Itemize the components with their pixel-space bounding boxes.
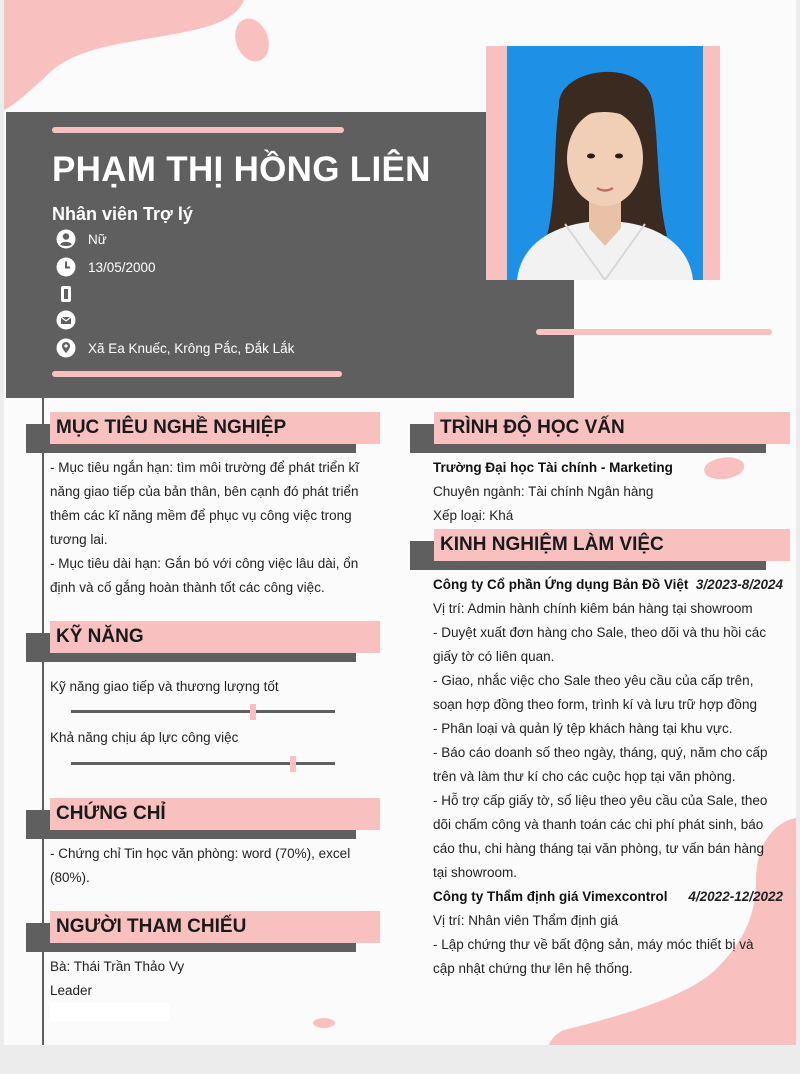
text-line: - Phân loại và quản lý tệp khách hàng tại khu vực. xyxy=(433,721,733,736)
address-text: Xã Ea Knuếc, Krông Pắc, Đắk Lắk xyxy=(88,340,295,356)
job-date: 4/2022-12/2022 xyxy=(688,889,783,904)
section-title-box xyxy=(434,529,790,561)
company-name: Công ty Thẩm định giá Vimexcontrol xyxy=(433,889,668,904)
job-date: 3/2023-8/2024 xyxy=(695,577,783,592)
page-bottom-gap xyxy=(0,1045,800,1074)
text-line: - Mục tiêu ngắn hạn: tìm môi trường để phát triển kĩ xyxy=(50,460,360,475)
rank-text: Xếp loại: Khá xyxy=(433,508,514,523)
section-title: TRÌNH ĐỘ HỌC VẤN xyxy=(440,417,625,438)
info-gender xyxy=(56,228,107,250)
references-text xyxy=(50,955,380,1003)
section-title: CHỨNG CHỈ xyxy=(56,803,166,824)
text-line: dõi chấm công và thanh toán các chi phí phát sinh, báo xyxy=(433,817,764,832)
section-title-box xyxy=(50,621,380,653)
skill-level-track xyxy=(71,710,335,713)
school-name: Trường Đại học Tài chính - Marketing xyxy=(433,460,673,475)
text-line: Vị trí: Nhân viên Thẩm định giá xyxy=(433,913,619,928)
redacted-contact xyxy=(50,1003,170,1021)
info-email xyxy=(56,309,88,331)
candidate-name: PHẠM THỊ HỒNG LIÊN xyxy=(52,150,431,189)
info-dob xyxy=(56,256,156,278)
section-title-box xyxy=(434,412,790,444)
skill-level-marker xyxy=(250,704,256,720)
text-line: định và cố gắng hoàn thành tốt các công việc. xyxy=(50,580,325,595)
section-title: KINH NGHIỆM LÀM VIỆC xyxy=(440,534,664,555)
dob-text: 13/05/2000 xyxy=(88,259,156,275)
clock-icon xyxy=(56,257,76,277)
section-title: KỸ NĂNG xyxy=(56,626,144,647)
header-top-bar xyxy=(52,127,344,133)
blob-dot-top xyxy=(229,14,274,66)
text-line: - Lập chứng thư về bất động sản, máy móc thiết bị và xyxy=(433,937,754,952)
major-text: Chuyên ngành: Tài chính Ngân hàng xyxy=(433,484,654,499)
text-line: Vị trí: Admin hành chính kiêm bán hàng tại showroom xyxy=(433,601,753,616)
text-line: cập nhật chứng thư lên hệ thống. xyxy=(433,961,633,976)
experience-text xyxy=(433,573,783,981)
text-line: - Giao, nhắc việc cho Sale theo yêu cầu của cấp trên, xyxy=(433,673,754,688)
text-line: tương lai. xyxy=(50,532,108,547)
section-title: NGƯỜI THAM CHIẾU xyxy=(56,916,247,937)
header-bottom-bar xyxy=(52,371,342,377)
job-header xyxy=(433,885,783,909)
cv-page xyxy=(4,0,796,1045)
profile-photo xyxy=(507,46,703,280)
text-line: - Chứng chỉ Tin học văn phòng: word (70%), excel xyxy=(50,846,351,861)
certificates-text xyxy=(50,842,380,890)
text-line: cáo thu, chi hàng tháng tại văn phòng, tư vấn bán hàng xyxy=(433,841,765,856)
photo-side-bar xyxy=(536,329,772,335)
text-line: - Mục tiêu dài hạn: Gắn bó với công việc lâu dài, ổn xyxy=(50,556,359,571)
blob-dot-bottom xyxy=(313,1018,335,1028)
text-line: soạn hợp đồng theo form, trình kí và lưu trữ hợp đồng xyxy=(433,697,757,712)
gender-text: Nữ xyxy=(88,231,107,247)
location-pin-icon xyxy=(56,338,76,358)
section-title: MỤC TIÊU NGHỀ NGHIỆP xyxy=(56,417,287,438)
job-header xyxy=(433,573,783,597)
section-title-box xyxy=(50,911,380,943)
section-title-box xyxy=(50,412,380,444)
company-name: Công ty Cổ phần Ứng dụng Bản Đồ Việt xyxy=(433,577,689,592)
text-line: giấy tờ có liên quan. xyxy=(433,649,555,664)
envelope-icon xyxy=(56,310,76,330)
text-line: năng giao tiếp của bản thân, bên cạnh đó phát triển xyxy=(50,484,359,499)
objective-text xyxy=(50,456,380,600)
text-line: - Hỗ trợ cấp giấy tờ, số liệu theo yêu cầu của Sale, theo xyxy=(433,793,768,808)
text-line: Leader xyxy=(50,983,93,998)
section-title-box xyxy=(50,798,380,830)
user-icon xyxy=(56,229,76,249)
text-line: - Duyệt xuất đơn hàng cho Sale, theo dõi và thu hồi các xyxy=(433,625,767,640)
text-line: (80%). xyxy=(50,870,90,885)
info-address xyxy=(56,337,294,359)
text-line: trên và làm thư kí cho các cuộc họp tại văn phòng. xyxy=(433,769,736,784)
text-line: Bà: Thái Trần Thảo Vy xyxy=(50,959,185,974)
text-line: - Báo cáo doanh số theo ngày, tháng, quý, năm cho cấp xyxy=(433,745,768,760)
text-line: tại showroom. xyxy=(433,865,518,880)
info-phone xyxy=(56,283,88,305)
skill-label: Kỹ năng giao tiếp và thương lượng tốt xyxy=(50,679,279,694)
skill-level-marker xyxy=(290,756,296,772)
skill-label: Khả năng chịu áp lực công việc xyxy=(50,730,239,745)
text-line: thêm các kĩ năng mềm để phục vụ công việc trong xyxy=(50,508,352,523)
education-text xyxy=(433,456,789,528)
candidate-role: Nhân viên Trợ lý xyxy=(52,204,193,224)
blob-top-left xyxy=(4,0,244,110)
phone-icon xyxy=(56,284,76,304)
